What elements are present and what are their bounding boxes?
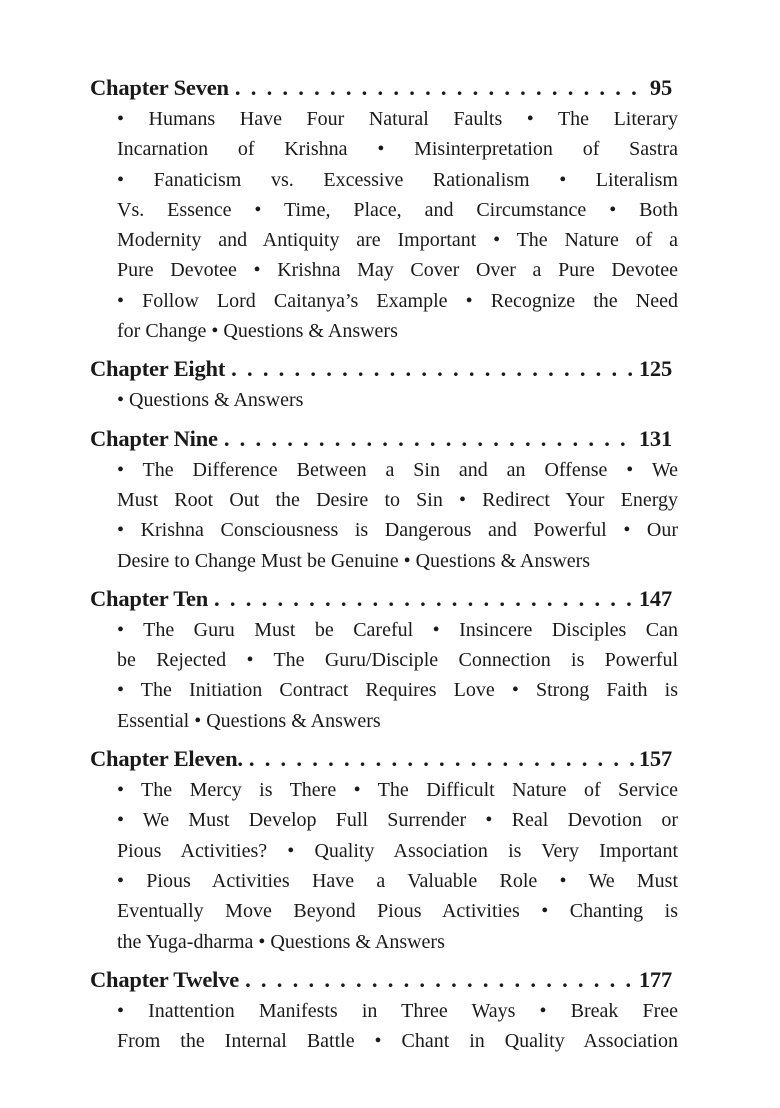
chapter-title: Chapter Twelve	[90, 966, 240, 992]
chapter-topics	[117, 104, 678, 346]
page-number: 131	[638, 425, 672, 451]
topic-line: • The Guru Must be Careful • Insincere Disciples Can	[117, 618, 678, 641]
chapter-heading[interactable]	[90, 583, 678, 615]
dot-leader	[231, 353, 637, 385]
toc-entry	[90, 583, 678, 736]
topic-line: • Krishna Consciousness is Dangerous and Powerful • Our	[117, 519, 678, 542]
dot-leader	[224, 423, 637, 455]
topic-line: • The Initiation Contract Requires Love • Strong Faith is	[117, 679, 678, 702]
topic-line: the Yuga-dharma • Questions & Answers	[117, 930, 445, 953]
dot-leader	[235, 72, 648, 104]
chapter-title: Chapter Eight	[90, 356, 226, 382]
page-number: 157	[638, 746, 672, 772]
dot-leader	[214, 583, 637, 615]
topic-line: Incarnation of Krishna • Misinterpretation of Sastra	[117, 138, 678, 161]
chapter-heading[interactable]	[90, 743, 678, 775]
chapter-topics	[117, 455, 678, 576]
topic-line: • The Difference Between a Sin and an Offense • We	[117, 458, 678, 481]
dot-leader	[245, 964, 637, 996]
toc-entry	[90, 423, 678, 576]
chapter-topics	[117, 385, 678, 415]
page-number: 125	[638, 356, 672, 382]
chapter-heading[interactable]	[90, 72, 678, 104]
topic-line: Eventually Move Beyond Pious Activities • Chanting is	[117, 900, 678, 923]
chapter-heading[interactable]	[90, 964, 678, 996]
topic-line: • Follow Lord Caitanya’s Example • Recognize the Need	[117, 289, 678, 312]
topic-line: • We Must Develop Full Surrender • Real Devotion or	[117, 809, 678, 832]
table-of-contents	[90, 72, 678, 1063]
chapter-title: Chapter Seven	[90, 75, 229, 100]
chapter-topics	[117, 775, 678, 957]
chapter-title: Chapter Nine	[90, 425, 218, 451]
topic-line: • Fanaticism vs. Excessive Rationalism • Literalism	[117, 168, 678, 191]
dot-leader	[249, 743, 637, 775]
topic-line: • Questions & Answers	[117, 389, 304, 412]
topic-line: • The Mercy is There • The Difficult Nature of Service	[117, 779, 678, 802]
page-number: 177	[638, 966, 672, 992]
topic-line: • Pious Activities Have a Valuable Role • We Must	[117, 869, 678, 892]
toc-entry	[90, 353, 678, 415]
topic-line: • Inattention Manifests in Three Ways • Break Free	[117, 999, 678, 1022]
toc-entry	[90, 964, 678, 1057]
topic-line: • Humans Have Four Natural Faults • The Literary	[117, 108, 678, 130]
topic-line: Pure Devotee • Krishna May Cover Over a Pure Devotee	[117, 259, 678, 282]
page-number: 95	[649, 75, 672, 100]
toc-entry	[90, 743, 678, 957]
toc-entry	[90, 72, 678, 346]
chapter-topics	[117, 615, 678, 736]
chapter-title: Chapter Eleven.	[90, 746, 243, 772]
topic-line: From the Internal Battle • Chant in Quality Association	[117, 1030, 678, 1053]
page-number: 147	[638, 585, 672, 611]
chapter-heading[interactable]	[90, 423, 678, 455]
topic-line: Essential • Questions & Answers	[117, 709, 381, 732]
topic-line: be Rejected • The Guru/Disciple Connection is Powerful	[117, 649, 678, 672]
topic-line: Desire to Change Must be Genuine • Questions & Answers	[117, 549, 591, 572]
topic-line: Vs. Essence • Time, Place, and Circumstance • Both	[117, 198, 678, 221]
topic-line: for Change • Questions & Answers	[117, 320, 398, 343]
chapter-heading[interactable]	[90, 353, 678, 385]
topic-line: Modernity and Antiquity are Important • The Nature of a	[117, 229, 678, 252]
topic-line: Must Root Out the Desire to Sin • Redirect Your Energy	[117, 488, 678, 511]
chapter-topics	[117, 996, 678, 1057]
topic-line: Pious Activities? • Quality Association is Very Important	[117, 839, 678, 862]
chapter-title: Chapter Ten	[90, 585, 209, 611]
